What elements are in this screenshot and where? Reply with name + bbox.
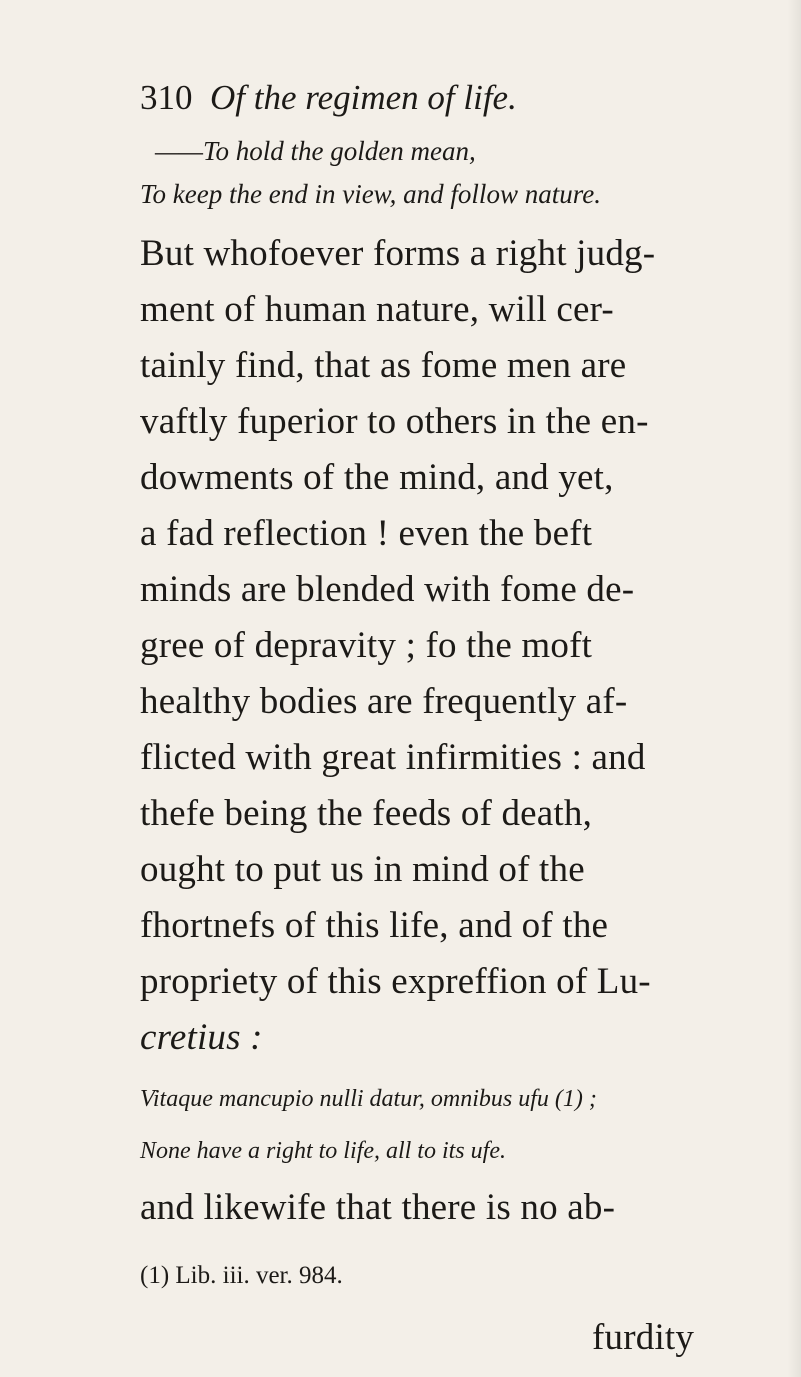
epigraph-line-1: ——To hold the golden mean,	[155, 136, 476, 166]
continuation-line: and likewife that there is no ab-	[140, 1187, 616, 1228]
latin-translation: None have a right to life, all to its ufe.	[140, 1138, 506, 1164]
body-line-6: a fad reflection ! even the beft	[140, 513, 593, 554]
latin-quote: Vitaque mancupio nulli datur, omnibus ufu (1) ;	[140, 1086, 597, 1112]
running-header	[140, 78, 517, 118]
body-line-10: flicted with great infirmities : and	[140, 737, 646, 778]
body-line-8: gree of depravity ; fo the moft	[140, 625, 593, 666]
body-line-14: propriety of this expreffion of Lu-	[140, 961, 651, 1002]
page-edge-shadow	[787, 0, 801, 1377]
body-line-4: vaftly fuperior to others in the en-	[140, 401, 649, 442]
catchword: furdity	[592, 1317, 695, 1358]
body-line-7: minds are blended with fome de-	[140, 569, 635, 610]
epigraph-line-2: To keep the end in view, and follow nature.	[140, 179, 601, 209]
body-line-13: fhortnefs of this life, and of the	[140, 905, 609, 946]
body-line-1: But whofoever forms a right judg-	[140, 233, 656, 274]
body-line-15: cretius :	[140, 1017, 263, 1058]
body-line-11: thefe being the feeds of death,	[140, 793, 593, 834]
page-number: 310	[140, 78, 193, 117]
body-line-5: dowments of the mind, and yet,	[140, 457, 614, 498]
running-title: Of the regimen of life.	[210, 78, 517, 117]
footnote: (1) Lib. iii. ver. 984.	[140, 1262, 343, 1289]
body-line-9: healthy bodies are frequently af-	[140, 681, 628, 722]
body-line-2: ment of human nature, will cer-	[140, 289, 614, 330]
body-line-3: tainly find, that as fome men are	[140, 345, 627, 386]
body-line-12: ought to put us in mind of the	[140, 849, 585, 890]
